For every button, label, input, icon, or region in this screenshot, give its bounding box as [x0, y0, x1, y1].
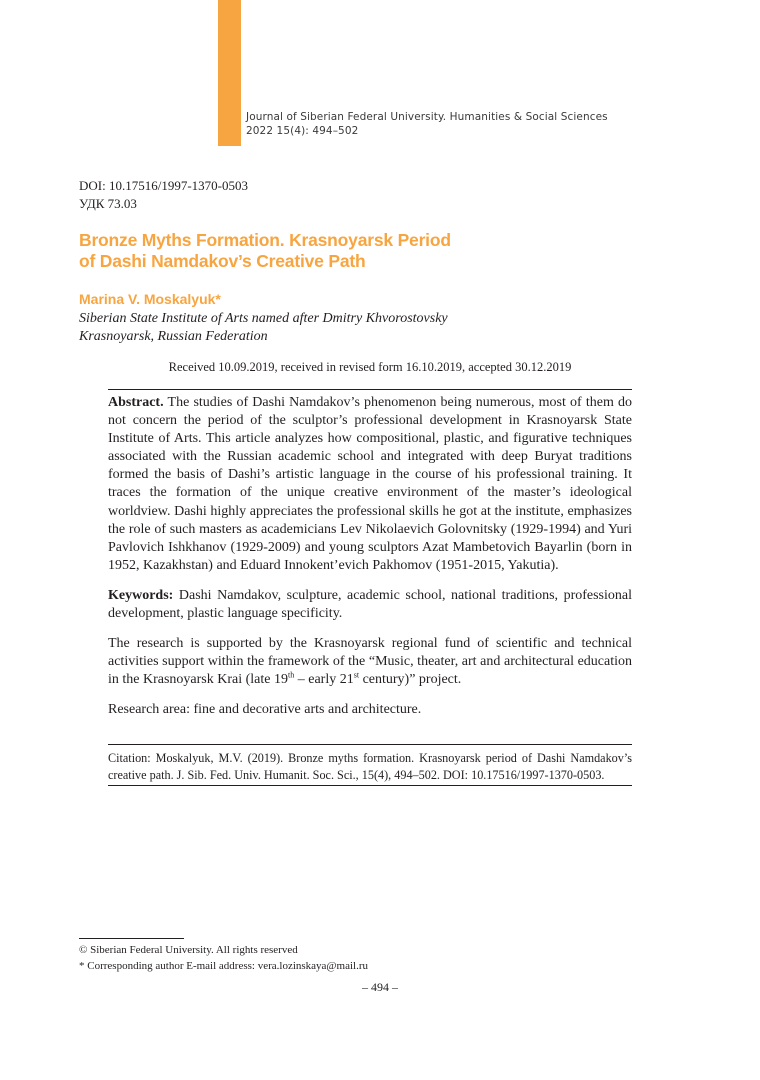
author-name: Marina V. Moskalyuk*: [79, 291, 221, 307]
citation: Citation: Moskalyuk, M.V. (2019). Bronze myths formation. Krasnoyarsk period of Dashi Namdakov’s creative path. J. Sib. Fed. Univ. Humanit. Soc. Sci., 15(4), 494–502. DOI: 10.17516/1997-1370-0503.: [108, 751, 632, 782]
journal-header: [246, 110, 608, 138]
received-dates: Received 10.09.2019, received in revised form 16.10.2019, accepted 30.12.2019: [168, 360, 572, 374]
article-meta: [79, 177, 248, 213]
funding-text-2: – early 21: [294, 672, 354, 688]
funding-sup-1: th: [288, 670, 295, 680]
footnotes: [79, 942, 368, 974]
keywords-paragraph: [108, 587, 632, 623]
affiliation: [79, 310, 448, 346]
page-number: – 494 –: [362, 980, 398, 994]
journal-name: Journal of Siberian Federal University. Humanities & Social Sciences: [246, 111, 608, 123]
keywords-text: Dashi Namdakov, sculpture, academic school, national traditions, professional development, plastic language specificity.: [108, 587, 632, 622]
affiliation-location: Krasnoyarsk, Russian Federation: [79, 329, 268, 344]
keywords-label: Keywords:: [108, 587, 174, 603]
funding-text-3: century)” project.: [359, 672, 462, 688]
funding-paragraph: [108, 635, 632, 689]
article-title: [79, 230, 639, 272]
journal-issue: 2022 15(4): 494–502: [246, 125, 359, 137]
udk: УДК 73.03: [79, 196, 137, 211]
corresponding-author-note: * Corresponding author E-mail address: vera.lozinskaya@mail.ru: [79, 960, 369, 972]
affiliation-institution: Siberian State Institute of Arts named after Dmitry Khvorostovsky: [79, 311, 448, 326]
title-line-1: Bronze Myths Formation. Krasnoyarsk Period: [79, 230, 451, 250]
journal-accent-bar: [218, 0, 241, 146]
research-area: Research area: fine and decorative arts and architecture.: [108, 702, 422, 718]
abstract-top-rule: [108, 389, 632, 390]
abstract-text: The studies of Dashi Namdakov’s phenomenon being numerous, most of them do not concern the period of the sculptor’s professional development in Krasnoyarsk State Institute of Arts. This article analyzes how compositional, plastic, and figurative techniques associated with the Russian academic school and integrated with deep Buryat traditions formed the basis of Dashi’s artistic language in the course of his professional training. It traces the formation of the unique creative environment of the master’s ideological worldview. Dashi highly appreciates the professional skills he got at the institute, emphasizes the role of such masters as academicians Lev Nikolaevich Golovnitsky (1929-1994) and Yuri Pavlovich Ishkhanov (1929-2009) and young sculptors Azat Mambetovich Bayarlin (born in 1952, Kazakhstan) and Eduard Innokent’evich Pakhomov (1951-2015, Yakutia).: [108, 395, 632, 573]
funding-sup-2: st: [353, 670, 360, 680]
abstract-section: [108, 394, 632, 732]
citation-bottom-rule: [108, 785, 632, 786]
doi: DOI: 10.17516/1997-1370-0503: [79, 178, 248, 193]
citation-top-rule: [108, 744, 632, 745]
abstract-paragraph: [108, 394, 632, 575]
footnote-rule: [79, 938, 184, 939]
copyright-note: © Siberian Federal University. All rights reserved: [79, 944, 298, 956]
abstract-label: Abstract.: [108, 395, 164, 410]
title-line-2: of Dashi Namdakov’s Creative Path: [79, 251, 366, 271]
funding-text-1: The research is supported by the Krasnoyarsk regional fund of scientific and technical activities support within the framework of the “Music, theater, art and architectural education in the Krasnoyarsk Krai (late 19: [108, 636, 632, 688]
